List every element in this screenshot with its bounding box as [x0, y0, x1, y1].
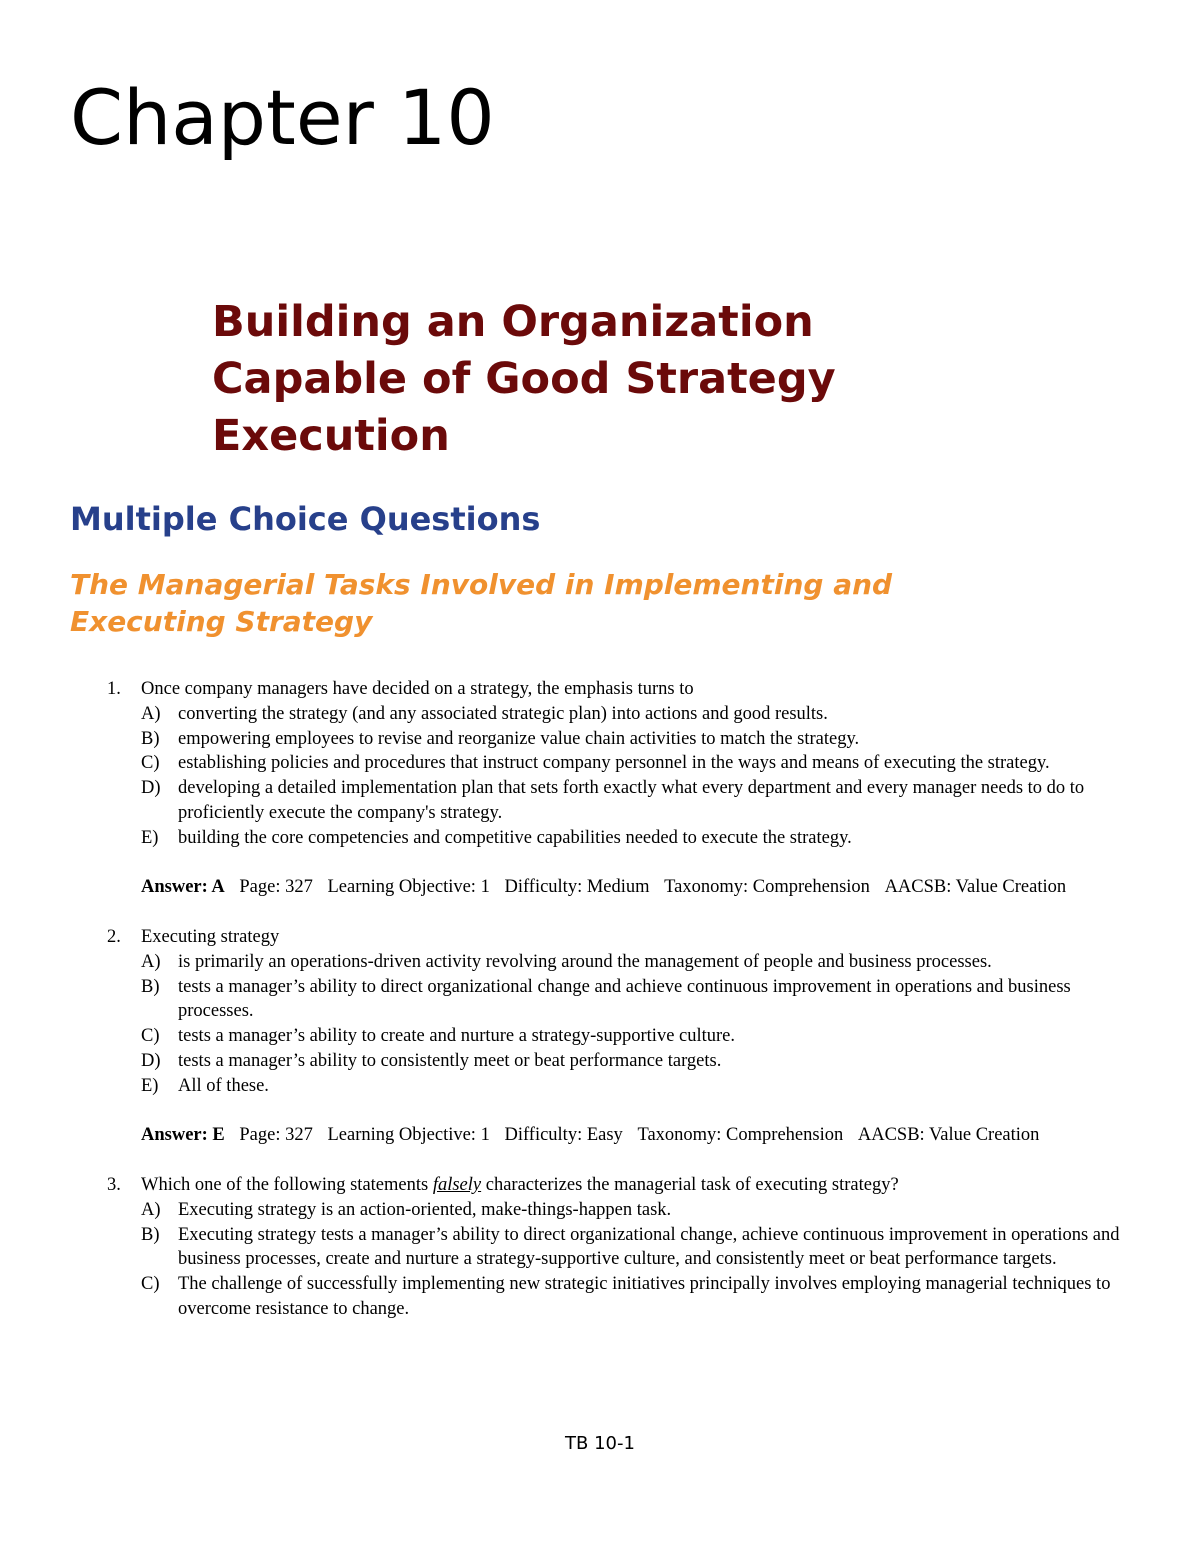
aacsb: AACSB: Value Creation [857, 1125, 1040, 1146]
answer-metadata [141, 875, 1140, 900]
answer-option [141, 950, 1140, 975]
question-stem-emphasis: falsely [432, 1174, 482, 1195]
question-item [70, 925, 1140, 1148]
option-text: empowering employees to revise and reorganize value chain activities to match the strategy. [178, 728, 860, 749]
page-reference: Page: 327 [239, 877, 313, 898]
option-text: building the core competencies and competitive capabilities needed to execute the strategy. [178, 827, 852, 848]
option-letter: A) [141, 703, 161, 724]
question-stem-after: characterizes the managerial task of executing strategy? [481, 1174, 899, 1195]
option-text: developing a detailed implementation plan that sets forth exactly what every department and every manager needs to do to proficiently execute the company's strategy. [178, 778, 1085, 823]
question-item [70, 1173, 1140, 1322]
option-letter: A) [141, 1199, 161, 1220]
option-letter: B) [141, 1224, 160, 1245]
chapter-title-line: Execution [212, 411, 450, 461]
subsection-heading-line: The Managerial Tasks Involved in Implementing and [70, 568, 893, 601]
option-text: establishing policies and procedures that instruct company personnel in the ways and means of executing the strategy. [178, 753, 1050, 774]
option-text: converting the strategy (and any associated strategic plan) into actions and good results. [178, 703, 828, 724]
option-text: tests a manager’s ability to consistently meet or beat performance targets. [178, 1050, 722, 1071]
option-text: tests a manager’s ability to direct organizational change and achieve continuous improvement in operations and business processes. [178, 976, 1071, 1022]
page-reference: Page: 327 [239, 1125, 313, 1146]
option-letter: A) [141, 951, 161, 972]
option-letter: C) [141, 1274, 160, 1295]
question-number: 1. [107, 679, 121, 699]
answer-option [141, 826, 1140, 851]
option-letter: B) [141, 976, 160, 997]
subsection-heading-line: Executing Strategy [70, 605, 373, 638]
learning-objective: Learning Objective: 1 [327, 877, 490, 898]
chapter-title [212, 294, 836, 465]
taxonomy: Taxonomy: Comprehension [637, 1125, 844, 1146]
option-letter: D) [141, 1050, 161, 1071]
aacsb: AACSB: Value Creation [884, 877, 1067, 898]
question-stem: Once company managers have decided on a strategy, the emphasis turns to [141, 679, 694, 699]
section-heading: Multiple Choice Questions [70, 500, 541, 538]
answer-option [141, 702, 1140, 727]
question-number: 2. [107, 926, 121, 947]
answer-metadata [141, 1123, 1140, 1148]
option-letter: C) [141, 753, 160, 774]
option-text: Executing strategy tests a manager’s ability to direct organizational change, achieve continuous improvement in operations and business processes, create and nurture a strategy-supportive culture, and consistently meet or beat performance targets. [178, 1224, 1120, 1270]
option-letter: B) [141, 728, 160, 749]
question-stem [141, 1173, 1140, 1198]
option-letter: E) [141, 1075, 159, 1096]
answer-key: Answer: E [141, 1125, 225, 1146]
answer-option [141, 751, 1140, 776]
question-item [70, 677, 1140, 900]
answer-option [141, 1024, 1140, 1049]
answer-option [141, 1272, 1140, 1322]
option-text: is primarily an operations-driven activity revolving around the management of people and business processes. [178, 951, 992, 972]
question-list [70, 677, 1140, 1322]
answer-key: Answer: A [141, 877, 225, 898]
option-letter: E) [141, 827, 159, 848]
question-stem-before: Which one of the following statements [141, 1174, 433, 1195]
answer-option [141, 1074, 1140, 1099]
option-letter: C) [141, 1026, 160, 1047]
subsection-heading [70, 566, 892, 640]
difficulty: Difficulty: Easy [504, 1125, 623, 1146]
answer-option [141, 975, 1140, 1025]
question-stem: Executing strategy [141, 926, 280, 947]
answer-option [141, 727, 1140, 752]
chapter-label: Chapter 10 [70, 73, 495, 162]
option-text: All of these. [178, 1075, 269, 1096]
option-text: The challenge of successfully implementing new strategic initiatives principally involves employing managerial techniques to overcome resistance to change. [178, 1274, 1111, 1319]
option-letter: D) [141, 778, 161, 799]
answer-option [141, 1198, 1140, 1223]
question-number: 3. [107, 1174, 121, 1195]
answer-option [141, 1223, 1140, 1273]
page-footer: TB 10-1 [565, 1433, 635, 1454]
option-text: Executing strategy is an action-oriented, make-things-happen task. [178, 1199, 672, 1220]
option-text: tests a manager’s ability to create and nurture a strategy-supportive culture. [178, 1026, 736, 1047]
taxonomy: Taxonomy: Comprehension [664, 877, 870, 898]
difficulty: Difficulty: Medium [504, 877, 650, 898]
answer-option [141, 1049, 1140, 1074]
chapter-title-line: Capable of Good Strategy [212, 354, 836, 404]
learning-objective: Learning Objective: 1 [327, 1125, 490, 1146]
chapter-title-line: Building an Organization [212, 297, 814, 347]
answer-option [141, 776, 1140, 826]
